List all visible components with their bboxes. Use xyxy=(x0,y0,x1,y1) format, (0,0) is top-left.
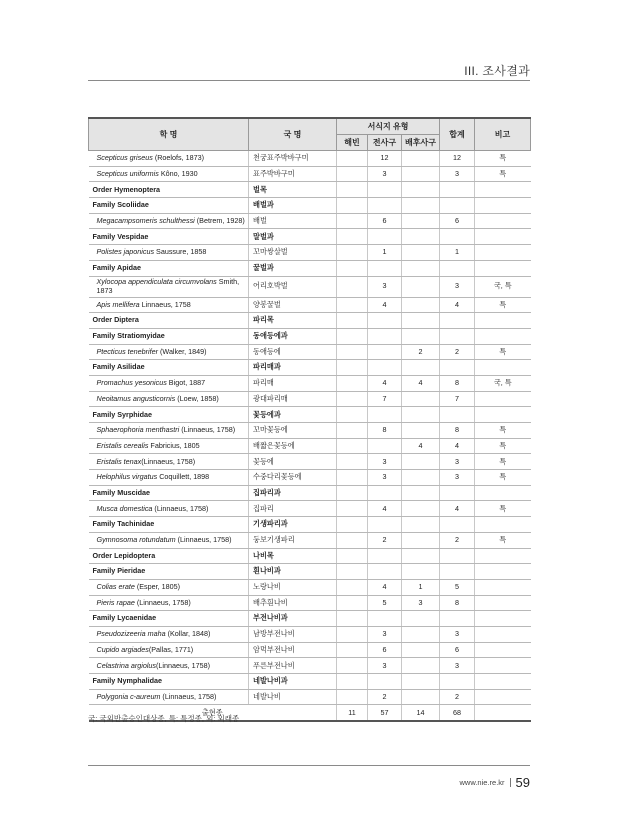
species-binomial: Promachus yesonicus xyxy=(96,378,167,388)
table-body xyxy=(89,151,531,705)
species-binomial: Gymnosoma rotundatum xyxy=(96,535,176,545)
count-backdune xyxy=(402,276,440,297)
species-scientific-name xyxy=(89,375,249,391)
species-row xyxy=(89,454,531,470)
count-beach xyxy=(337,276,368,297)
taxon-group-row xyxy=(89,407,531,423)
species-row xyxy=(89,689,531,705)
species-scientific-name xyxy=(89,470,249,486)
taxon-group-korean-name: 파리목 xyxy=(249,313,337,329)
count-foredune: 8 xyxy=(368,423,402,439)
count-total: 3 xyxy=(440,276,475,297)
count-foredune: 3 xyxy=(368,658,402,674)
remark xyxy=(475,689,531,705)
page-number: 59 xyxy=(515,775,530,790)
count-beach xyxy=(337,532,368,548)
count-backdune xyxy=(402,642,440,658)
count-backdune: 3 xyxy=(402,595,440,611)
count-backdune: 4 xyxy=(402,375,440,391)
col-header-backdune: 배후사구 xyxy=(402,135,440,151)
count-beach xyxy=(337,213,368,229)
count-beach xyxy=(337,579,368,595)
count-foredune: 4 xyxy=(368,375,402,391)
species-korean-name: 수중다리꽃등에 xyxy=(249,470,337,486)
count-foredune: 3 xyxy=(368,276,402,297)
count-backdune xyxy=(402,391,440,407)
count-total: 4 xyxy=(440,501,475,517)
species-korean-name: 꼬마꽃등에 xyxy=(249,423,337,439)
remark: 국, 특 xyxy=(475,375,531,391)
species-row xyxy=(89,245,531,261)
taxon-group-korean-name: 네발나비과 xyxy=(249,674,337,690)
taxon-group-korean-name: 부전나비과 xyxy=(249,611,337,627)
remark: 특 xyxy=(475,297,531,313)
species-binomial: Musca domestica xyxy=(96,503,153,513)
taxon-group-row xyxy=(89,198,531,214)
count-total: 6 xyxy=(440,642,475,658)
species-scientific-name xyxy=(89,344,249,360)
taxon-group-row xyxy=(89,328,531,344)
taxon-group-name: Family Scoliidae xyxy=(89,198,249,214)
count-total: 8 xyxy=(440,375,475,391)
count-beach xyxy=(337,166,368,182)
species-scientific-name xyxy=(89,166,249,182)
taxon-group-row xyxy=(89,229,531,245)
species-authority: Linnaeus, 1758 xyxy=(139,299,191,309)
count-backdune xyxy=(402,423,440,439)
count-foredune: 2 xyxy=(368,689,402,705)
count-backdune xyxy=(402,501,440,517)
header-divider xyxy=(88,80,530,81)
total-row-label: 출현종 xyxy=(89,705,337,721)
taxon-group-row xyxy=(89,313,531,329)
species-korean-name: 어리호박벌 xyxy=(249,276,337,297)
species-authority: (Linnaeus, 1758) xyxy=(179,425,236,435)
species-binomial: Ptecticus tenebrifer xyxy=(96,346,159,356)
remark: 특 xyxy=(475,470,531,486)
remark: 국, 특 xyxy=(475,276,531,297)
species-scientific-name xyxy=(89,501,249,517)
species-korean-name: 암먹부전나비 xyxy=(249,642,337,658)
species-korean-name: 양봉꿀벌 xyxy=(249,297,337,313)
remark xyxy=(475,245,531,261)
count-beach xyxy=(337,454,368,470)
species-scientific-name xyxy=(89,245,249,261)
species-scientific-name xyxy=(89,658,249,674)
species-row xyxy=(89,532,531,548)
taxon-group-name: Family Pieridae xyxy=(89,564,249,580)
species-authority: (Esper, 1805) xyxy=(134,582,181,592)
count-backdune xyxy=(402,626,440,642)
species-binomial: Pseudozizeeria maha xyxy=(96,629,166,639)
species-scientific-name xyxy=(89,454,249,470)
total-row-total: 68 xyxy=(440,705,475,721)
count-foredune: 1 xyxy=(368,245,402,261)
species-binomial: Sphaerophoria menthastri xyxy=(96,425,180,435)
count-backdune xyxy=(402,297,440,313)
remark: 특 xyxy=(475,454,531,470)
species-korean-name: 꽃등에 xyxy=(249,454,337,470)
remark xyxy=(475,595,531,611)
species-row xyxy=(89,276,531,297)
count-total: 3 xyxy=(440,470,475,486)
count-foredune xyxy=(368,344,402,360)
col-header-scientific-name: 학 명 xyxy=(89,118,249,151)
count-beach xyxy=(337,423,368,439)
col-header-remark: 비고 xyxy=(475,118,531,151)
species-binomial: Polistes japonicus xyxy=(96,247,155,257)
count-backdune xyxy=(402,245,440,261)
taxon-group-korean-name: 나비목 xyxy=(249,548,337,564)
section-title: III. 조사결과 xyxy=(464,64,530,78)
species-korean-name: 동애등에 xyxy=(249,344,337,360)
species-authority: Fabricius, 1805 xyxy=(148,440,200,450)
count-backdune xyxy=(402,470,440,486)
species-row xyxy=(89,595,531,611)
col-header-foredune: 전사구 xyxy=(368,135,402,151)
species-korean-name: 천궁표주박바구미 xyxy=(249,151,337,167)
taxon-group-row xyxy=(89,182,531,198)
remark xyxy=(475,213,531,229)
count-foredune: 6 xyxy=(368,642,402,658)
count-beach xyxy=(337,470,368,486)
species-authority: (Walker, 1849) xyxy=(158,346,207,356)
species-korean-name: 배추흰나비 xyxy=(249,595,337,611)
species-korean-name: 노랑나비 xyxy=(249,579,337,595)
taxon-group-korean-name: 흰나비과 xyxy=(249,564,337,580)
species-scientific-name xyxy=(89,391,249,407)
species-binomial: Xylocopa appendiculata circumvolans xyxy=(96,277,217,287)
remark: 특 xyxy=(475,438,531,454)
species-row xyxy=(89,344,531,360)
species-korean-name: 남방부전나비 xyxy=(249,626,337,642)
count-foredune: 6 xyxy=(368,213,402,229)
taxon-group-name: Family Vespidae xyxy=(89,229,249,245)
count-beach xyxy=(337,391,368,407)
remark: 특 xyxy=(475,501,531,517)
taxon-group-korean-name: 파리매과 xyxy=(249,360,337,376)
species-row xyxy=(89,375,531,391)
species-korean-name: 푸른부전나비 xyxy=(249,658,337,674)
total-row-beach: 11 xyxy=(337,705,368,721)
count-total: 3 xyxy=(440,658,475,674)
species-authority: (Linnaeus, 1758) xyxy=(156,660,210,670)
species-row xyxy=(89,391,531,407)
count-foredune xyxy=(368,438,402,454)
count-beach xyxy=(337,501,368,517)
count-backdune: 1 xyxy=(402,579,440,595)
count-total: 3 xyxy=(440,166,475,182)
species-binomial: Eristalis tenax xyxy=(96,456,142,466)
species-table xyxy=(88,117,531,722)
count-backdune xyxy=(402,454,440,470)
species-binomial: Scepticus griseus xyxy=(96,153,153,163)
species-scientific-name xyxy=(89,579,249,595)
species-binomial: Helophilus virgatus xyxy=(96,472,158,482)
species-binomial: Apis mellifera xyxy=(96,299,140,309)
count-total: 2 xyxy=(440,344,475,360)
count-beach xyxy=(337,642,368,658)
count-total: 6 xyxy=(440,213,475,229)
taxon-group-name: Family Nymphalidae xyxy=(89,674,249,690)
taxon-group-row xyxy=(89,485,531,501)
species-authority: Kôno, 1930 xyxy=(158,168,198,178)
taxon-group-row xyxy=(89,360,531,376)
species-authority: Bigot, 1887 xyxy=(166,378,206,388)
species-korean-name: 꼬마쌍살벌 xyxy=(249,245,337,261)
species-authority: (Pallas, 1771) xyxy=(148,644,194,654)
species-scientific-name xyxy=(89,297,249,313)
table-header xyxy=(89,118,531,151)
taxon-group-name: Family Stratiomyidae xyxy=(89,328,249,344)
count-foredune: 3 xyxy=(368,454,402,470)
taxon-group-korean-name: 동애등에과 xyxy=(249,328,337,344)
species-authority: (Betrem, 1928) xyxy=(194,215,245,225)
count-beach xyxy=(337,245,368,261)
count-total: 12 xyxy=(440,151,475,167)
species-authority: Saussure, 1858 xyxy=(154,247,207,257)
count-total: 7 xyxy=(440,391,475,407)
page-footer xyxy=(460,775,530,790)
count-beach xyxy=(337,297,368,313)
taxon-group-korean-name: 집파리과 xyxy=(249,485,337,501)
footer-separator xyxy=(510,778,511,787)
count-foredune: 4 xyxy=(368,501,402,517)
taxon-group-row xyxy=(89,564,531,580)
col-header-total: 합계 xyxy=(440,118,475,151)
count-foredune: 4 xyxy=(368,297,402,313)
species-authority: (Linnaeus, 1758) xyxy=(134,597,191,607)
taxon-group-row xyxy=(89,517,531,533)
species-scientific-name xyxy=(89,532,249,548)
species-binomial: Colias erate xyxy=(96,582,135,592)
taxon-group-name: Family Syrphidae xyxy=(89,407,249,423)
count-beach xyxy=(337,151,368,167)
remark xyxy=(475,626,531,642)
species-authority: (Kollar, 1848) xyxy=(165,629,211,639)
total-row-backdune: 14 xyxy=(402,705,440,721)
count-total: 2 xyxy=(440,689,475,705)
species-scientific-name xyxy=(89,213,249,229)
count-backdune: 4 xyxy=(402,438,440,454)
taxon-group-row xyxy=(89,548,531,564)
taxon-group-korean-name: 기생파리과 xyxy=(249,517,337,533)
species-scientific-name xyxy=(89,423,249,439)
remark: 특 xyxy=(475,423,531,439)
taxon-group-name: Order Diptera xyxy=(89,313,249,329)
species-authority: Smith, 1873 xyxy=(96,277,240,295)
col-header-beach: 해빈 xyxy=(337,135,368,151)
count-backdune xyxy=(402,532,440,548)
taxon-group-name: Family Apidae xyxy=(89,260,249,276)
count-total: 1 xyxy=(440,245,475,261)
species-row xyxy=(89,297,531,313)
count-total: 4 xyxy=(440,297,475,313)
species-authority: (Roelofs, 1873) xyxy=(152,153,204,163)
count-backdune xyxy=(402,151,440,167)
count-total: 3 xyxy=(440,454,475,470)
taxon-group-name: Family Tachinidae xyxy=(89,517,249,533)
species-korean-name: 파리매 xyxy=(249,375,337,391)
count-foredune: 3 xyxy=(368,166,402,182)
count-backdune: 2 xyxy=(402,344,440,360)
count-foredune: 4 xyxy=(368,579,402,595)
col-header-habitat-type: 서식지 유형 xyxy=(337,118,440,135)
species-korean-name: 배벌 xyxy=(249,213,337,229)
species-row xyxy=(89,501,531,517)
species-binomial: Polygonia c-aureum xyxy=(96,691,161,701)
species-korean-name: 네발나비 xyxy=(249,689,337,705)
species-binomial: Neoitamus angusticornis xyxy=(96,393,176,403)
remark xyxy=(475,642,531,658)
count-foredune: 12 xyxy=(368,151,402,167)
species-row xyxy=(89,213,531,229)
count-total: 2 xyxy=(440,532,475,548)
species-scientific-name xyxy=(89,438,249,454)
species-scientific-name xyxy=(89,595,249,611)
count-beach xyxy=(337,658,368,674)
footer-divider xyxy=(88,765,530,766)
footnote: 국: 국외반출승인대상종, 특: 특정종, 외: 외래종 xyxy=(88,714,240,723)
species-korean-name: 배짧은꽃등에 xyxy=(249,438,337,454)
species-binomial: Cupido argiades xyxy=(96,644,149,654)
taxon-group-name: Order Hymenoptera xyxy=(89,182,249,198)
species-row xyxy=(89,438,531,454)
taxon-group-row xyxy=(89,674,531,690)
count-total: 4 xyxy=(440,438,475,454)
taxon-group-korean-name: 꿀벌과 xyxy=(249,260,337,276)
count-foredune: 7 xyxy=(368,391,402,407)
taxon-group-korean-name: 말벌과 xyxy=(249,229,337,245)
remark: 특 xyxy=(475,344,531,360)
count-foredune: 5 xyxy=(368,595,402,611)
species-korean-name: 표주박바구미 xyxy=(249,166,337,182)
species-binomial: Eristalis cerealis xyxy=(96,440,149,450)
species-scientific-name xyxy=(89,626,249,642)
species-row xyxy=(89,151,531,167)
species-authority: (Linnaeus, 1758) xyxy=(152,503,209,513)
count-beach xyxy=(337,626,368,642)
taxon-group-name: Family Lycaenidae xyxy=(89,611,249,627)
count-beach xyxy=(337,438,368,454)
species-binomial: Pieris rapae xyxy=(96,597,135,607)
count-total: 3 xyxy=(440,626,475,642)
count-backdune xyxy=(402,213,440,229)
species-korean-name: 집파리 xyxy=(249,501,337,517)
species-row xyxy=(89,626,531,642)
footer-url[interactable]: www.nie.re.kr xyxy=(459,778,505,787)
total-row-foredune: 57 xyxy=(368,705,402,721)
count-beach xyxy=(337,344,368,360)
total-row-remark xyxy=(475,705,531,721)
count-beach xyxy=(337,595,368,611)
remark: 특 xyxy=(475,166,531,182)
taxon-group-name: Family Asilidae xyxy=(89,360,249,376)
remark xyxy=(475,579,531,595)
count-beach xyxy=(337,375,368,391)
remark: 특 xyxy=(475,532,531,548)
species-korean-name: 둥보기생파리 xyxy=(249,532,337,548)
taxon-group-row xyxy=(89,611,531,627)
count-total: 5 xyxy=(440,579,475,595)
species-binomial: Megacampsomeris schulthessi xyxy=(96,215,195,225)
col-header-korean-name: 국 명 xyxy=(249,118,337,151)
count-foredune: 3 xyxy=(368,626,402,642)
remark: 특 xyxy=(475,151,531,167)
count-backdune xyxy=(402,658,440,674)
remark xyxy=(475,658,531,674)
species-row xyxy=(89,166,531,182)
count-foredune: 3 xyxy=(368,470,402,486)
count-beach xyxy=(337,689,368,705)
species-scientific-name xyxy=(89,689,249,705)
taxon-group-korean-name: 벌목 xyxy=(249,182,337,198)
species-authority: (Linnaeus, 1758) xyxy=(141,456,196,466)
taxon-group-row xyxy=(89,260,531,276)
species-scientific-name xyxy=(89,276,249,297)
species-authority: (Linnaeus, 1758) xyxy=(160,691,217,701)
species-binomial: Celastrina argiolus xyxy=(96,660,157,670)
species-korean-name: 광대파리매 xyxy=(249,391,337,407)
count-total: 8 xyxy=(440,423,475,439)
count-foredune: 2 xyxy=(368,532,402,548)
species-row xyxy=(89,642,531,658)
species-authority: (Linnaeus, 1758) xyxy=(175,535,232,545)
species-authority: (Loew, 1858) xyxy=(175,393,219,403)
species-binomial: Scepticus uniformis xyxy=(96,168,159,178)
species-row xyxy=(89,423,531,439)
species-row xyxy=(89,658,531,674)
count-backdune xyxy=(402,166,440,182)
remark xyxy=(475,391,531,407)
species-scientific-name xyxy=(89,151,249,167)
taxon-group-name: Order Lepidoptera xyxy=(89,548,249,564)
taxon-group-korean-name: 꽃등에과 xyxy=(249,407,337,423)
taxon-group-korean-name: 배벌과 xyxy=(249,198,337,214)
species-row xyxy=(89,579,531,595)
species-authority: Coquillett, 1898 xyxy=(157,472,210,482)
species-row xyxy=(89,470,531,486)
species-scientific-name xyxy=(89,642,249,658)
count-total: 8 xyxy=(440,595,475,611)
count-backdune xyxy=(402,689,440,705)
taxon-group-name: Family Muscidae xyxy=(89,485,249,501)
